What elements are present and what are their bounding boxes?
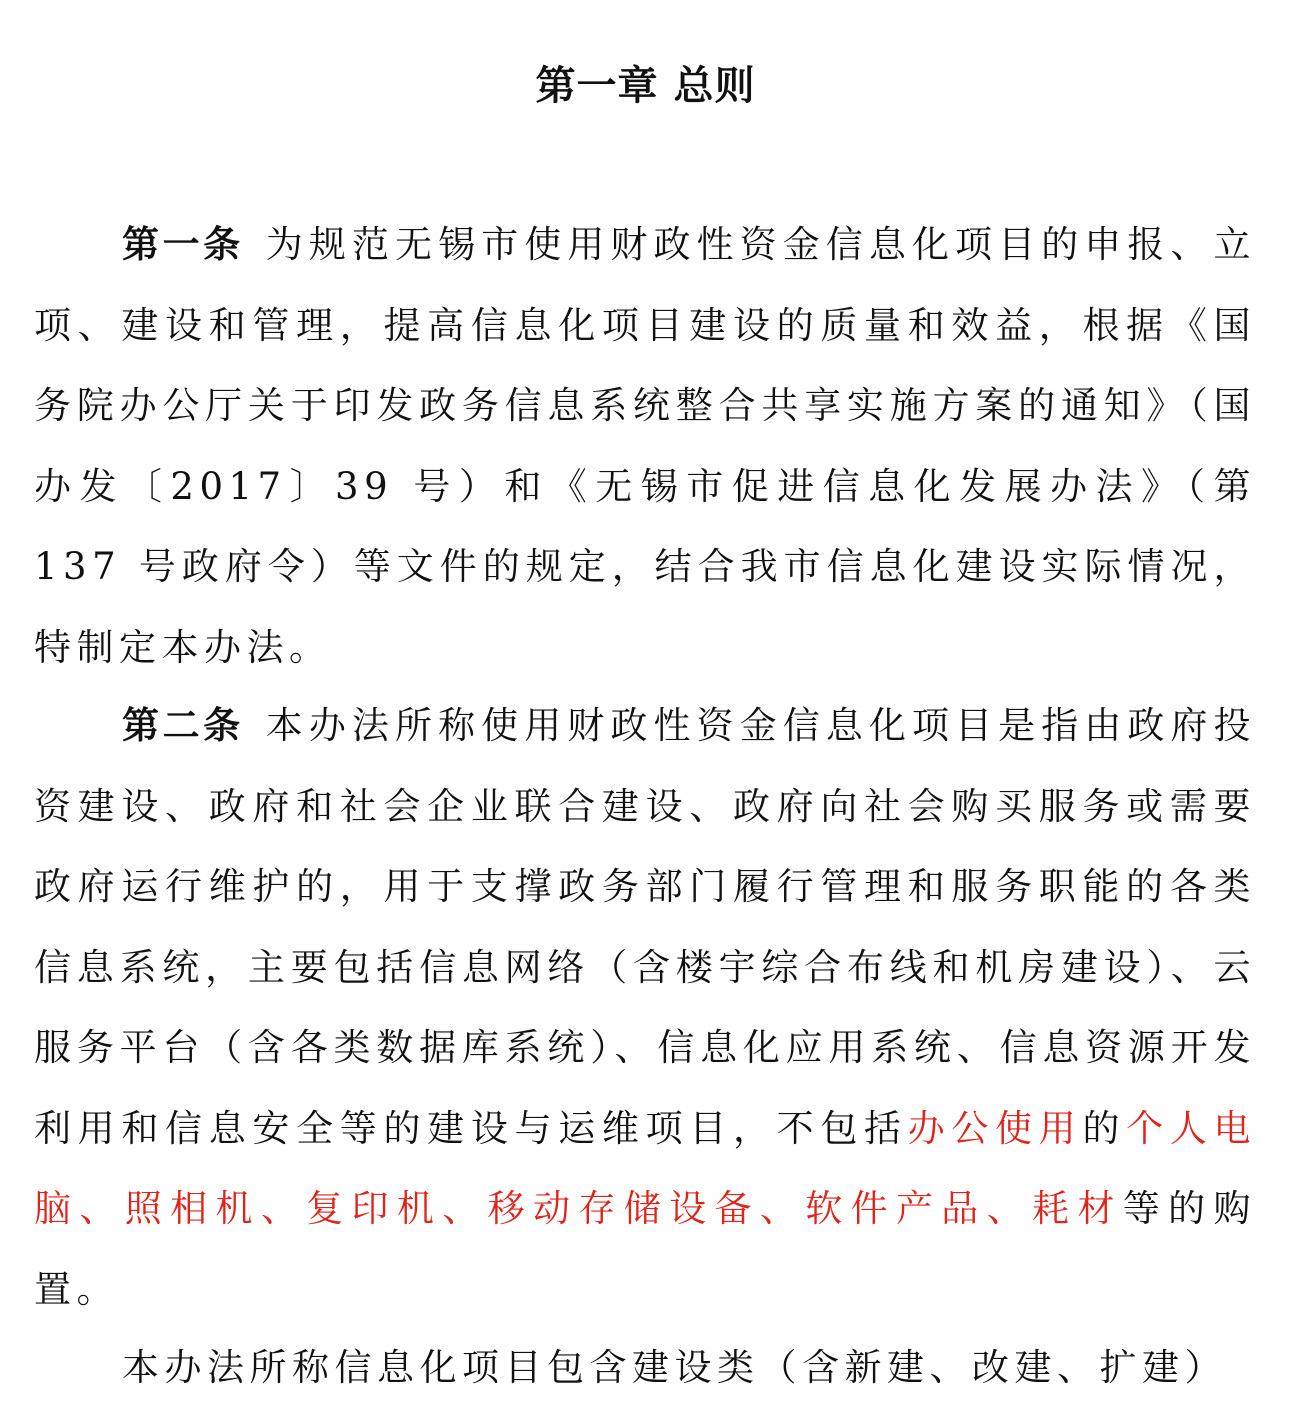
article-1-text: 为规范无锡市使用财政性资金信息化项目的申报、立项、建设和管理，提高信息化项目建设的质量和效益，根据《国务院办公厅关于印发政务信息系统整合共享实施方案的通知》（国办发〔2017〕39 号）和《无锡市促进信息化发展办法》（第 137 号政府令）等文件的规定，结合我市信息化建设实际情况，特制定本办法。 — [34, 223, 1257, 669]
paragraph-3-text: 本办法所称信息化项目包含建设类（含新建、改建、扩建） — [122, 1346, 1227, 1389]
article-2-red-office-use: 办公使用 — [907, 1106, 1083, 1150]
article-2-text-mid: 的 — [1082, 1106, 1127, 1150]
paragraph-3 — [34, 1328, 1256, 1409]
article-2-text-after: 等的购置。 — [34, 1187, 1257, 1311]
article-2-red-item-list: 个人电脑、照相机、复印机、移动存储设备、软件产品、耗材 — [34, 1106, 1257, 1230]
article-1 — [34, 205, 1256, 688]
article-1-paragraph — [34, 205, 1256, 688]
article-2 — [34, 686, 1256, 1330]
article-2-paragraph — [34, 686, 1256, 1330]
article-1-label: 第一条 — [122, 223, 244, 266]
article-2-label: 第二条 — [122, 704, 244, 747]
article-2-text-before: 本办法所称使用财政性资金信息化项目是指由政府投资建设、政府和社会企业联合建设、政府向社会购买服务或需要政府运行维护的，用于支撑政务部门履行管理和服务职能的各类信息系统，主要包括信息网络（含楼宇综合布线和机房建设）、云服务平台（含各类数据库系统）、信息化应用系统、信息资源开发利用和信息安全等的建设与运维项目，不包括 — [34, 704, 1257, 1150]
chapter-title: 第一章 总则 — [535, 63, 756, 109]
